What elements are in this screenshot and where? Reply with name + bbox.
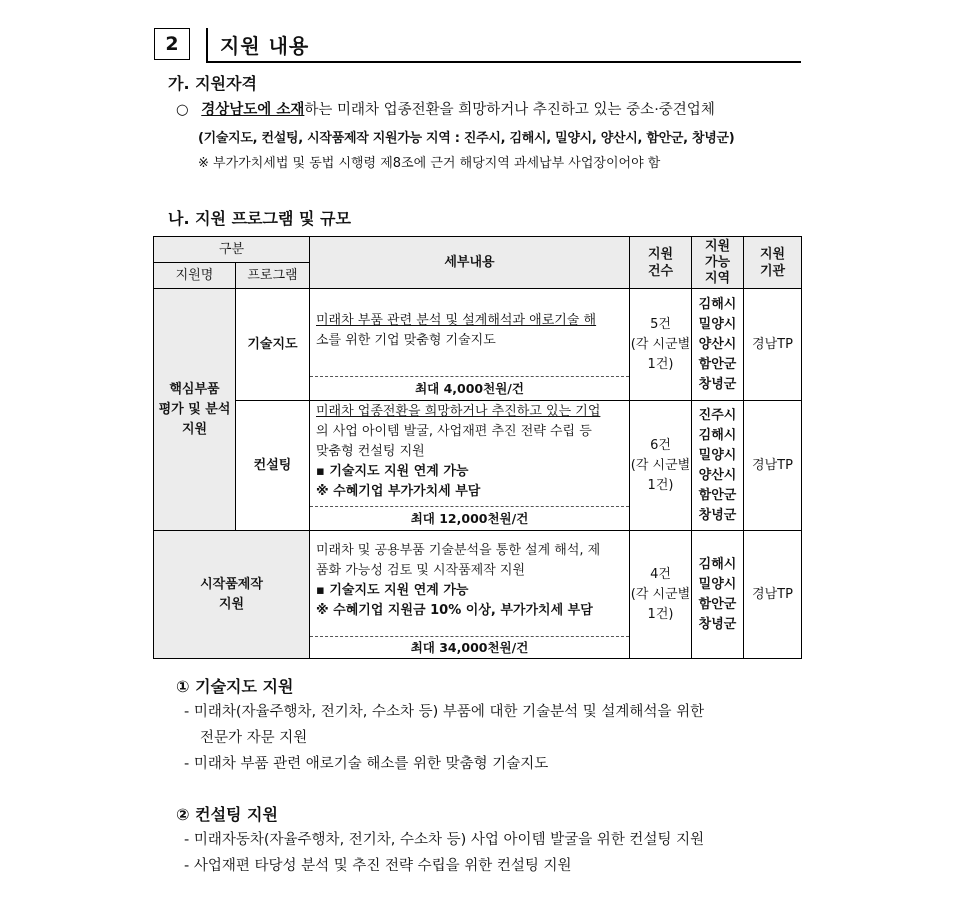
detail-line: ※ 수혜기업 지원금 10% 이상, 부가가치세 부담: [316, 603, 593, 618]
region-item: 밀양시: [698, 576, 737, 592]
regions-tech-guidance: [692, 289, 744, 401]
count-line: 1건): [647, 606, 674, 622]
detail-line: 맞춤형 컨설팅 지원: [316, 444, 425, 459]
count-consulting: [630, 401, 692, 531]
header-region-line: 지원: [704, 238, 731, 254]
regions-prototype: [692, 531, 744, 659]
tech-guidance-item: - 미래차 부품 관련 애로기술 해소를 위한 맞춤형 기술지도: [184, 756, 549, 772]
count-tech-guidance: [630, 289, 692, 401]
header-program: 프로그램: [236, 263, 310, 289]
header-category: 구분: [154, 237, 310, 263]
section-divider: [206, 28, 208, 62]
region-item: 양산시: [698, 336, 737, 352]
section-underline: [206, 61, 801, 63]
region-item: 함안군: [698, 356, 737, 372]
region-item: 밀양시: [698, 316, 737, 332]
agency-prototype: 경남TP: [744, 531, 802, 659]
tech-guidance-item-cont: 전문가 자문 지원: [200, 730, 308, 746]
eligibility-heading: 가. 지원자격: [168, 74, 257, 93]
count-line: 5건: [650, 316, 671, 332]
detail-line: 미래차 업종전환을 희망하거나 추진하고 있는 기업: [316, 404, 601, 419]
region-item: 함안군: [698, 596, 737, 612]
detail-tech-guidance: [310, 289, 630, 377]
tech-guidance-item: - 미래차(자율주행차, 전기차, 수소차 등) 부품에 대한 기술분석 및 설계해석을 위한: [184, 704, 705, 720]
header-count-line: 지원: [647, 246, 674, 262]
header-count-line: 건수: [647, 263, 674, 279]
group-name-line: 핵심부품: [169, 381, 220, 397]
header-agency-line: 기관: [759, 263, 786, 279]
region-item: 김해시: [698, 296, 737, 312]
region-item: 창녕군: [698, 507, 737, 523]
program-heading: 나. 지원 프로그램 및 규모: [168, 209, 351, 228]
agency-tech-guidance: 경남TP: [744, 289, 802, 401]
count-line: (각 시군별: [630, 586, 691, 602]
section-number: 2: [154, 28, 190, 60]
region-item: 김해시: [698, 427, 737, 443]
count-line: 1건): [647, 356, 674, 372]
count-line: 4건: [650, 566, 671, 582]
count-prototype: [630, 531, 692, 659]
region-item: 김해시: [698, 556, 737, 572]
program-tech-guidance: 기술지도: [236, 289, 310, 401]
eligibility-main-text: 하는 미래차 업종전환을 희망하거나 추진하고 있는 중소·중견업체: [304, 102, 715, 118]
eligibility-regions-note: (기술지도, 컨설팅, 시작품제작 지원가능 지역 : 진주시, 김해시, 밀양시, 양산시, 함안군, 창녕군): [198, 131, 735, 146]
detail-line: 소를 위한 기업 맞춤형 기술지도: [316, 333, 496, 348]
detail-prototype: [310, 531, 630, 637]
agency-consulting: 경남TP: [744, 401, 802, 531]
section-title: 지원 내용: [220, 34, 310, 58]
detail-line: 의 사업 아이템 발굴, 사업재편 추진 전략 수립 등: [316, 424, 592, 439]
max-tech-guidance: 최대 4,000천원/건: [310, 377, 630, 401]
count-line: (각 시군별: [630, 457, 691, 473]
count-line: (각 시군별: [630, 336, 691, 352]
header-details: 세부내용: [310, 237, 630, 289]
count-line: 1건): [647, 477, 674, 493]
group-prototype: [154, 531, 310, 659]
header-support-name: 지원명: [154, 263, 236, 289]
header-count: [630, 237, 692, 289]
header-region-line: 지역: [704, 270, 731, 286]
program-consulting: 컨설팅: [236, 401, 310, 531]
group-name-line: 지원: [218, 596, 245, 612]
detail-line: 품화 가능성 검토 및 시작품제작 지원: [316, 563, 526, 578]
consulting-heading: ② 컨설팅 지원: [176, 805, 278, 824]
program-table: [153, 236, 802, 659]
eligibility-tax-note: ※ 부가가치세법 및 동법 시행령 제8조에 근거 해당지역 과세납부 사업장이어야 함: [198, 156, 661, 171]
eligibility-location: 경상남도에 소재: [201, 102, 305, 118]
detail-line: ▪ 기술지도 지원 연계 가능: [316, 583, 469, 598]
region-item: 양산시: [698, 467, 737, 483]
group-name-line: 평가 및 분석: [158, 401, 231, 417]
group-name-line: 지원: [181, 421, 208, 437]
detail-line: ※ 수혜기업 부가가치세 부담: [316, 484, 481, 499]
region-item: 밀양시: [698, 447, 737, 463]
group-core-parts: [154, 289, 236, 531]
detail-consulting: [310, 401, 630, 507]
max-prototype: 최대 34,000천원/건: [310, 637, 630, 659]
region-item: 함안군: [698, 487, 737, 503]
max-consulting: 최대 12,000천원/건: [310, 507, 630, 531]
bullet-circle: ○: [176, 102, 189, 118]
detail-line: 미래차 및 공용부품 기술분석을 통한 설계 해석, 제: [316, 543, 601, 558]
detail-line: ▪ 기술지도 지원 연계 가능: [316, 464, 469, 479]
tech-guidance-heading: ① 기술지도 지원: [176, 677, 294, 696]
region-item: 창녕군: [698, 616, 737, 632]
region-item: 창녕군: [698, 376, 737, 392]
header-region-line: 가능: [704, 254, 731, 270]
header-agency: [744, 237, 802, 289]
eligibility-main: [176, 98, 715, 119]
detail-line: 미래차 부품 관련 분석 및 설계해석과 애로기술 해: [316, 313, 597, 328]
group-name-line: 시작품제작: [200, 576, 263, 592]
count-line: 6건: [650, 437, 671, 453]
header-region: [692, 237, 744, 289]
consulting-item: - 사업재편 타당성 분석 및 추진 전략 수립을 위한 컨설팅 지원: [184, 858, 572, 874]
regions-consulting: [692, 401, 744, 531]
consulting-item: - 미래자동차(자율주행차, 전기차, 수소차 등) 사업 아이템 발굴을 위한 컨설팅 지원: [184, 832, 705, 848]
header-agency-line: 지원: [759, 246, 786, 262]
region-item: 진주시: [698, 407, 737, 423]
